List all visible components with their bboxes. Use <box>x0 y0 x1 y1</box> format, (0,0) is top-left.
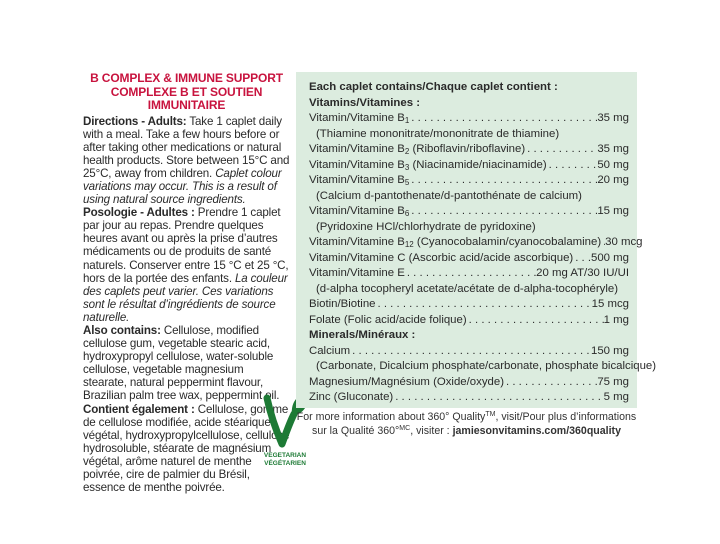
vitamin-b5-sub: 5 <box>404 178 410 187</box>
vitamin-b1-amount: 35 mg <box>597 112 629 124</box>
directions-note: Caplet colour variations may occur. This is a result of using natural source ingredients. <box>83 166 282 207</box>
directions-english <box>83 115 290 207</box>
zinc-row <box>309 390 629 406</box>
vegetarian-label-fr: VÉGÉTARIEN <box>264 460 306 467</box>
magnesium-row <box>309 375 629 391</box>
panel-heading: Each caplet contains/Chaque caplet contient : <box>309 81 558 93</box>
calcium-note: (Carbonate, Dicalcium phosphate/carbonate, phosphate bicalcique) <box>316 360 657 372</box>
also-contains-text: Cellulose, modified cellulose gum, vegetable stearic acid, hydroxypropyl cellulose, water-soluble cellulose, vegetable magnesium stearate, natural peppermint flavour, Brazilian palm tree wax, peppermint oil. <box>83 324 280 403</box>
vitamin-b1-label: Vitamin/Vitamine B <box>309 112 405 124</box>
vitamin-b6-note: (Pyridoxine HCl/chlorhydrate de pyridoxine) <box>316 220 536 233</box>
footer-line-2 <box>296 425 637 439</box>
quality-url: jamiesonvitamins.com/360quality <box>452 424 621 437</box>
contient-text: Cellulose, gomme de cellulose modifiée, acide stéarique végétal, hydroxypropylcellulose, cellulose hydrosoluble, stéarate de magnésium végétal, arôme naturel de menthe poivrée, cire de palmier du Brésil, essence de menthe poivrée. <box>83 402 290 495</box>
calcium-amount: 150 mg <box>591 344 629 357</box>
ingredients-panel <box>296 72 657 408</box>
vitamin-b6-amount: 15 mg <box>597 205 629 217</box>
vitamin-b3-label: Vitamin/Vitamine B <box>309 158 405 171</box>
vitamin-b2-label: Vitamin/Vitamine B <box>309 143 405 155</box>
dot-leader <box>525 142 597 158</box>
zinc-label: Zinc (Gluconate) <box>309 391 394 403</box>
folate-amount: 1 mg <box>603 313 629 326</box>
footer-text: For more information about 360° Quality <box>296 411 486 423</box>
vitamin-b5-row <box>309 173 629 189</box>
title-english: B COMPLEX & IMMUNE SUPPORT <box>90 71 283 85</box>
vitamin-b2-row <box>309 142 629 158</box>
dot-leader <box>467 313 604 329</box>
trademark-mark: TM <box>485 411 496 418</box>
vitamin-e-row <box>309 266 629 282</box>
dot-leader <box>547 158 598 174</box>
biotin-row <box>309 297 629 313</box>
footer-line-1 <box>296 411 637 425</box>
vitamin-c-row <box>309 251 629 267</box>
dot-leader <box>376 297 592 313</box>
dot-leader <box>409 111 597 127</box>
magnesium-amount: 75 mg <box>597 375 629 388</box>
zinc-amount: 5 mg <box>603 391 629 403</box>
title-french: COMPLEXE B ET SOUTIEN IMMUNITAIRE <box>110 84 263 112</box>
dot-leader <box>573 251 591 267</box>
vitamin-b6-row <box>309 204 629 220</box>
magnesium-label: Magnesium/Magnésium (Oxide/oxyde) <box>309 375 504 388</box>
footer-text: sur la Qualité 360° <box>312 424 400 437</box>
vegetarian-label-en: VEGETARIAN <box>263 452 307 459</box>
vitamin-b2-sub: 2 <box>404 147 410 156</box>
vitamin-b5-label: Vitamin/Vitamine B <box>309 174 405 186</box>
posologie-note: La couleur des caplets peut varier. Ces variations sont le résultat d’ingrédients de source naturelle. <box>83 271 288 324</box>
vitamin-b5-note: (Calcium d-pantothenate/d-pantothénate de calcium) <box>316 189 582 202</box>
calcium-row <box>309 344 629 360</box>
vitamin-e-note: (d-alpha tocopheryl acetate/acétate de d-alpha-tocophéryle) <box>316 282 619 295</box>
vitamin-e-amount: 20 mg AT/30 IU/UI <box>536 267 629 279</box>
dot-leader <box>393 390 603 406</box>
vitamin-b1-note: (Thiamine mononitrate/mononitrate de thiamine) <box>316 127 560 140</box>
vitamin-b12-source: (Cyanocobalamin/cyanocobalamine) <box>413 236 602 248</box>
dot-leader <box>504 375 597 391</box>
dot-leader <box>409 204 597 220</box>
directions-label: Directions - Adults: <box>83 114 187 128</box>
footer-text: , visiter : <box>410 424 453 437</box>
directions-text: Take 1 caplet daily with a meal. Take a few hours before or after taking other medications or natural health products. Store between 15°C and 25°C, away from children. <box>83 114 290 180</box>
folate-row <box>309 313 629 329</box>
vitamin-c-label: Vitamin/Vitamine C (Ascorbic acid/acide ascorbique) <box>309 251 574 264</box>
footer-text: , visit/Pour plus d’informations <box>495 411 637 423</box>
also-contains-label: Also contains: <box>83 324 161 337</box>
dot-leader <box>405 266 536 282</box>
posologie-label: Posologie - Adultes : <box>83 206 195 220</box>
vitamin-b6-sub: 6 <box>404 209 410 218</box>
vitamins-heading: Vitamins/Vitamines : <box>309 96 420 109</box>
vitamin-b3-source: (Niacinamide/niacinamide) <box>409 158 547 171</box>
folate-label: Folate (Folic acid/acide folique) <box>309 313 467 326</box>
minerals-heading: Minerals/Minéraux : <box>309 329 416 341</box>
dot-leader <box>350 344 591 360</box>
vitamin-b12-amount: 30 mcg <box>605 236 643 248</box>
directions-french <box>83 206 290 324</box>
marque-mark: MC <box>399 424 411 432</box>
product-title <box>83 72 290 113</box>
vitamin-b6-label: Vitamin/Vitamine B <box>309 205 405 217</box>
vitamin-c-amount: 500 mg <box>591 251 629 264</box>
contient-label: Contient également : <box>83 402 195 416</box>
vitamin-b12-label: Vitamin/Vitamine B <box>309 236 405 248</box>
vitamin-b3-amount: 50 mg <box>597 158 629 171</box>
vitamin-b3-sub: 3 <box>404 162 410 172</box>
vitamin-b5-amount: 20 mg <box>597 174 629 186</box>
vitamin-e-label: Vitamin/Vitamine E <box>309 267 405 279</box>
quality-footer <box>296 411 637 438</box>
posologie-text: Prendre 1 caplet par jour au repas. Prendre quelques heures avant ou après la prise d’autres médicaments ou de produits de santé naturels. Conserver entre 15 °C et 25 °C, hors de la portée des enfants. <box>83 206 289 285</box>
vitamin-b12-sub: 12 <box>404 240 414 249</box>
biotin-label: Biotin/Biotine <box>309 298 376 310</box>
vitamin-b1-sub: 1 <box>404 116 410 125</box>
vitamin-b2-source: (Riboflavin/riboflavine) <box>409 143 526 155</box>
vitamin-b2-amount: 35 mg <box>597 143 629 155</box>
vitamin-b12-row <box>309 235 643 251</box>
biotin-amount: 15 mcg <box>591 298 629 310</box>
vitamin-b1-row <box>309 111 629 127</box>
vitamin-b3-row <box>309 158 629 174</box>
calcium-label: Calcium <box>309 344 351 357</box>
dot-leader <box>409 173 597 189</box>
